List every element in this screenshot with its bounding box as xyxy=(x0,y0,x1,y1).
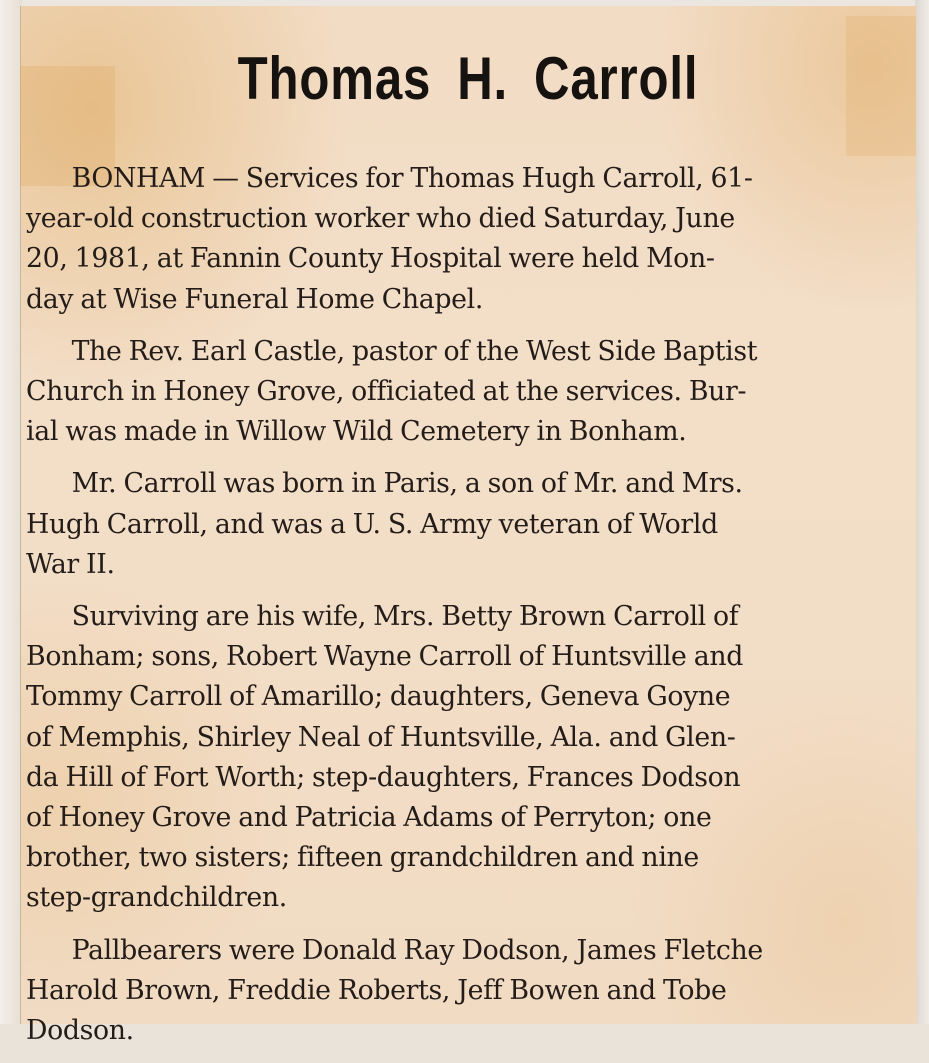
text-line: 20, 1981, at Fannin County Hospital were held Mon- xyxy=(26,243,715,275)
text-line: Mr. Carroll was born in Paris, a son of Mr. and Mrs. xyxy=(71,468,743,500)
adjacent-paper-left-edge xyxy=(0,0,22,1024)
text-line: Surviving are his wife, Mrs. Betty Brown Carroll of xyxy=(71,601,739,633)
text-line: da Hill of Fort Worth; step-daughters, Frances Dodson xyxy=(26,761,741,793)
text-line: ial was made in Willow Wild Cemetery in Bonham. xyxy=(26,416,687,448)
text-line: BONHAM — Services for Thomas Hugh Carroll, 61- xyxy=(71,163,753,194)
text-line: Harold Brown, Freddie Roberts, Jeff Bowen and Tobe xyxy=(26,974,727,1006)
text-line: day at Wise Funeral Home Chapel. xyxy=(26,283,484,315)
text-line: of Memphis, Shirley Neal of Huntsville, Ala. and Glen- xyxy=(26,721,736,753)
text-line: Church in Honey Grove, officiated at the services. Bur- xyxy=(26,376,747,408)
obituary-headline: Thomas H. Carroll xyxy=(237,45,699,112)
text-line: Pallbearers were Donald Ray Dodson, James Fletche xyxy=(71,934,763,966)
tape-stain-right xyxy=(846,16,916,156)
obituary-body xyxy=(26,159,924,1063)
paragraph-biography xyxy=(26,464,924,585)
paragraph-officiant xyxy=(26,332,924,453)
paragraph-pallbearers xyxy=(26,931,924,1052)
text-line: Dodson. xyxy=(26,1015,134,1047)
text-line: Hugh Carroll, and was a U. S. Army veteran of World xyxy=(26,508,718,540)
text-line: War II. xyxy=(26,548,115,580)
text-line: of Honey Grove and Patricia Adams of Perryton; one xyxy=(26,802,712,834)
text-line: brother, two sisters; fifteen grandchildren and nine xyxy=(26,842,699,874)
text-line: Tommy Carroll of Amarillo; daughters, Geneva Goyne xyxy=(26,681,731,713)
text-line: Bonham; sons, Robert Wayne Carroll of Huntsville and xyxy=(26,641,743,673)
paragraph-survivors xyxy=(26,597,924,919)
paragraph-services xyxy=(26,159,924,320)
text-line: The Rev. Earl Castle, pastor of the West Side Baptist xyxy=(71,335,758,367)
newspaper-clipping xyxy=(20,6,916,1047)
text-line: step-grandchildren. xyxy=(26,882,287,914)
text-line: year-old construction worker who died Saturday, June xyxy=(26,203,735,235)
